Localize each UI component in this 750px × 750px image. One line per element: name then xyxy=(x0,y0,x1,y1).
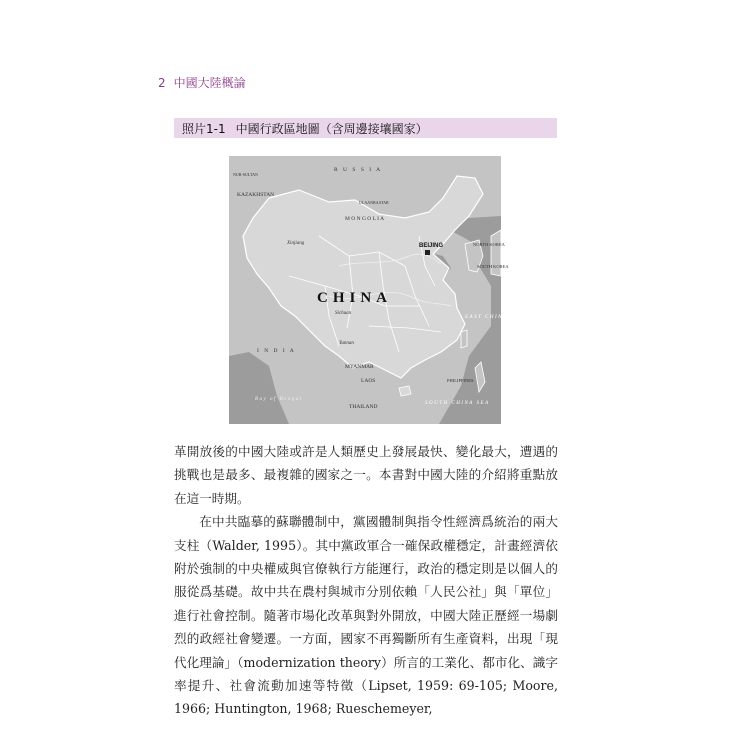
label-bay-of-bengal: Bay of Bengal xyxy=(255,397,303,402)
label-thailand: THAILAND xyxy=(349,404,378,410)
label-philippines: PHILIPPINES xyxy=(447,378,474,383)
label-nur-sultan: NUR-SULTAN xyxy=(233,172,258,177)
label-sichuan: Sichuan xyxy=(335,311,352,316)
running-head xyxy=(158,74,246,91)
label-myanmar: MYANMAR xyxy=(345,364,374,370)
beijing-marker xyxy=(425,250,430,255)
map-svg xyxy=(229,156,524,424)
book-title: 中國大陸概論 xyxy=(173,76,246,90)
japan-land xyxy=(491,230,501,276)
page-number: 2 xyxy=(158,76,166,90)
label-xinjiang: Xinjiang xyxy=(287,241,305,246)
paragraph-1: 革開放後的中國大陸或許是人類歷史上發展最快、變化最大，遭遇的挑戰也是最多、最複雜的國家之一。本書對中國大陸的介紹將重點放在這一時期。 xyxy=(174,444,558,506)
label-east-china-sea: EAST CHINA SEA xyxy=(465,315,524,320)
label-kazakhstan: KAZAKHSTAN xyxy=(237,192,275,198)
label-south-china-sea: SOUTH CHINA SEA xyxy=(425,401,490,406)
label-india: I N D I A xyxy=(257,348,296,354)
label-north-korea: NORTH KOREA xyxy=(473,242,505,247)
china-map xyxy=(229,156,524,424)
label-south-korea: SOUTH KOREA xyxy=(477,264,509,269)
body-text xyxy=(174,440,558,721)
taiwan-island xyxy=(461,330,467,348)
label-russia: R U S S I A xyxy=(334,167,383,173)
label-china: CHINA xyxy=(317,290,393,306)
label-laos: LAOS xyxy=(361,378,376,384)
hainan-island xyxy=(399,386,411,396)
label-mongolia: M O N G O L I A xyxy=(345,216,385,222)
figure-label: 照片1-1 xyxy=(182,121,226,136)
label-ulaanbaatar: ULAANBAATAR xyxy=(359,200,389,205)
figure-title: 中國行政區地圖（含周邊接壤國家） xyxy=(235,121,428,136)
paragraph-2: 在中共臨摹的蘇聯體制中，黨國體制與指令性經濟爲統治的兩大支柱（Walder, 1995）。其中黨政軍合一確保政權穩定，計畫經濟依附於強制的中央權威與官僚執行方能運行，政治的穩定則是以個人的服從爲基礎。故中共在農村與城市分別依賴「人民公社」與「單位」進行社會控制。隨著市場化改革與對外開放，中國大陸正歷經一場劇烈的政經社會變遷。一方面，國家不再獨斷所有生產資料，出現「現代化理論」（modernization theory）所言的工業化、都市化、識字率提升、社會流動加速等特徵（Lipset, 1959: 69-105; Moore, 1966; Huntington, 1968; Rueschemeyer, xyxy=(174,514,558,717)
label-beijing: BEIJING xyxy=(419,243,444,249)
label-yunnan: Yunnan xyxy=(339,341,354,346)
figure-caption xyxy=(174,118,557,138)
